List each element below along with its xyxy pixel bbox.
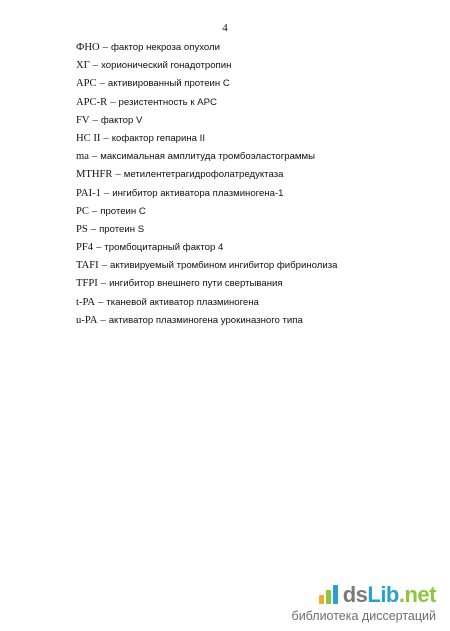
abbreviation-term: PS bbox=[76, 223, 88, 235]
abbreviation-definition: активируемый тромбином ингибитор фибринолиза bbox=[110, 260, 338, 272]
abbreviation-row bbox=[76, 239, 337, 257]
abbreviation-dash: – bbox=[103, 187, 110, 199]
abbreviation-row bbox=[76, 148, 337, 166]
abbreviation-definition: тканевой активатор плазминогена bbox=[106, 296, 259, 308]
abbreviation-definition: протеин S bbox=[99, 223, 145, 235]
abbreviation-term: APC-R bbox=[76, 96, 108, 108]
abbreviation-definition: активированный протеин C bbox=[107, 78, 230, 90]
brand-suffix: .net bbox=[398, 582, 436, 607]
abbreviation-definition: кофактор гепарина II bbox=[111, 132, 205, 144]
abbreviation-row bbox=[76, 185, 337, 203]
abbreviation-row bbox=[76, 39, 337, 57]
abbreviation-row bbox=[76, 275, 337, 293]
abbreviation-row bbox=[76, 166, 337, 184]
abbreviation-dash: – bbox=[92, 114, 98, 126]
logo-bar bbox=[326, 590, 331, 604]
abbreviation-dash: – bbox=[92, 60, 99, 72]
abbreviation-row bbox=[76, 203, 337, 221]
abbreviation-term: u-PA bbox=[76, 314, 98, 326]
abbreviation-dash: – bbox=[102, 42, 108, 53]
abbreviation-definition: хорионический гонадотропин bbox=[101, 60, 232, 72]
abbreviation-term: APC bbox=[76, 78, 97, 90]
abbreviation-row bbox=[76, 221, 337, 239]
abbreviation-row bbox=[76, 112, 337, 130]
abbreviation-definition: резистентность к APC bbox=[118, 96, 217, 108]
abbreviation-dash: – bbox=[90, 223, 97, 235]
abbreviation-dash: – bbox=[115, 169, 121, 181]
dslib-watermark bbox=[292, 582, 436, 623]
logo-bar bbox=[319, 595, 324, 604]
abbreviation-dash: – bbox=[96, 242, 102, 254]
abbreviation-dash: – bbox=[100, 314, 106, 326]
abbreviation-dash: – bbox=[103, 132, 109, 144]
abbreviation-row bbox=[76, 57, 337, 75]
abbreviation-term: TFPI bbox=[76, 278, 98, 290]
dslib-tagline: библиотека диссертаций bbox=[291, 609, 436, 623]
abbreviation-definition: активатор плазминогена урокиназного типа bbox=[108, 314, 303, 326]
abbreviation-dash: – bbox=[100, 278, 107, 290]
abbreviation-definition: ингибитор внешнего пути свертывания bbox=[109, 278, 283, 290]
abbreviation-term: FV bbox=[76, 114, 90, 126]
abbreviation-definition: протеин C bbox=[100, 205, 146, 217]
abbreviation-row bbox=[76, 94, 337, 112]
abbreviation-definition: максимальная амплитуда тромбоэластограммы bbox=[100, 151, 316, 163]
abbreviation-dash: – bbox=[110, 96, 116, 108]
abbreviation-dash: – bbox=[98, 296, 104, 308]
abbreviation-dash: – bbox=[91, 151, 98, 163]
abbreviation-row bbox=[76, 75, 337, 93]
abbreviation-term: PAI-1 bbox=[76, 187, 101, 199]
abbreviation-definition: метилентетрагидрофолатредуктаза bbox=[123, 169, 284, 181]
abbreviation-term: ФНО bbox=[76, 42, 100, 53]
abbreviation-row bbox=[76, 312, 337, 330]
abbreviation-definition: ингибитор активатора плазминогена-1 bbox=[112, 187, 284, 199]
abbreviation-term: TAFI bbox=[76, 260, 99, 272]
abbreviation-term: ХГ bbox=[76, 60, 90, 72]
logo-bar bbox=[333, 585, 338, 604]
abbreviation-dash: – bbox=[91, 205, 98, 217]
abbreviation-term: PC bbox=[76, 205, 89, 217]
abbreviation-term: MTHFR bbox=[76, 169, 113, 181]
abbreviation-dash: – bbox=[99, 78, 105, 90]
abbreviation-dash: – bbox=[101, 260, 107, 272]
dslib-logo bbox=[292, 582, 436, 608]
abbreviation-definition: фактор некроза опухоли bbox=[110, 42, 221, 53]
page-number: 4 bbox=[222, 22, 228, 34]
bar-chart-icon bbox=[319, 583, 341, 607]
brand-prefix: ds bbox=[342, 582, 368, 607]
abbreviation-term: t-PA bbox=[76, 296, 96, 308]
abbreviation-term: PF4 bbox=[76, 242, 94, 254]
abbreviation-definition: тромбоцитарный фактор 4 bbox=[104, 242, 224, 254]
abbreviation-row bbox=[76, 294, 337, 312]
brand-main: Lib bbox=[367, 582, 399, 607]
dslib-brand bbox=[343, 582, 436, 608]
abbreviation-term: HC II bbox=[76, 132, 101, 144]
abbreviation-list bbox=[76, 39, 337, 330]
abbreviation-term: ma bbox=[76, 151, 89, 163]
abbreviation-row bbox=[76, 130, 337, 148]
abbreviation-row bbox=[76, 257, 337, 275]
abbreviation-definition: фактор V bbox=[100, 114, 143, 126]
